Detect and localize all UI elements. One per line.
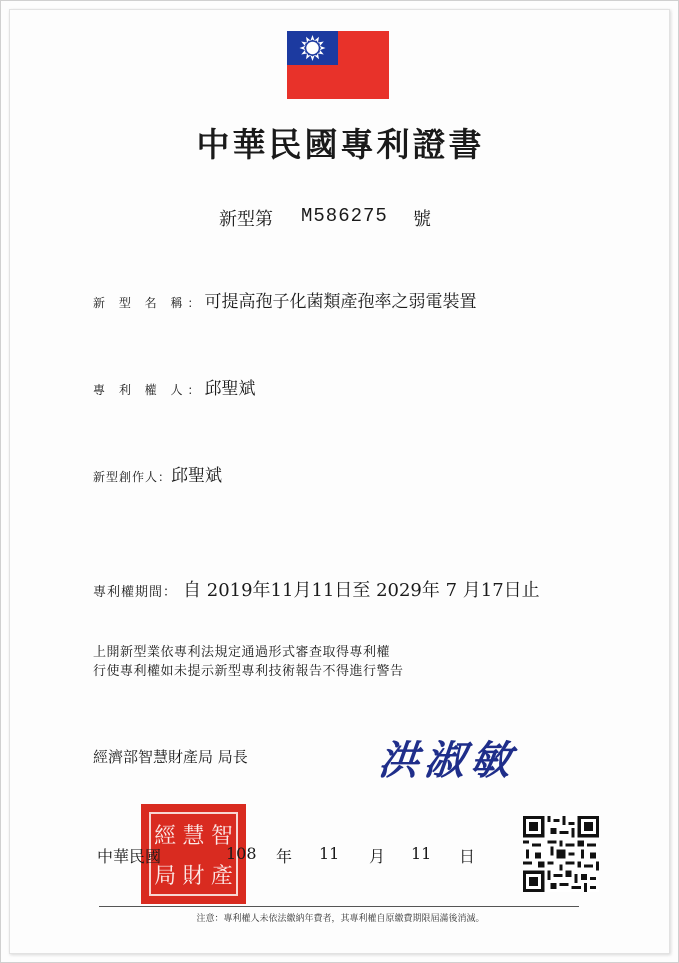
roc-flag-icon [287, 31, 389, 99]
qr-code-icon [523, 816, 599, 892]
field-patentee [93, 374, 255, 399]
field-patent-name [93, 287, 476, 312]
date-year: 108 [226, 844, 257, 863]
date-era: 中華民國 [97, 847, 162, 866]
date-day: 11 [411, 844, 432, 863]
notice-line-1: 上開新型業依專利法規定通過形式審查取得專利權 [93, 645, 391, 660]
term-value: 自 2019年11月11日至 2029年 7 月17日止 [183, 580, 540, 601]
field-value: 可提高孢子化菌類產孢率之弱電裝置 [204, 292, 477, 312]
director-title: 經濟部智慧財產局 局長 [93, 748, 248, 766]
date-day-unit: 日 [459, 847, 476, 866]
field-value: 邱聖斌 [204, 379, 256, 399]
seal-char: 局 [154, 863, 177, 889]
certificate-title: 中華民國專利證書 [196, 125, 485, 164]
date-month-unit: 月 [369, 847, 386, 866]
patent-number-prefix: 新型第 [219, 209, 273, 230]
seal-char: 智 [210, 823, 233, 849]
term-label: 專利權期間： [93, 585, 178, 600]
patent-number: M586275 [301, 205, 388, 227]
seal-char: 財 [182, 863, 205, 889]
footer-notice: 注意：專利權人未依法繳納年費者，其專利權自原繳費期限屆滿後消滅。 [196, 914, 485, 924]
field-value: 邱聖斌 [171, 466, 223, 486]
date-month: 11 [319, 844, 340, 863]
seal-char: 經 [154, 823, 177, 849]
patent-number-suffix: 號 [413, 209, 431, 230]
director-signature: 洪淑敏 [376, 738, 520, 784]
field-label: 新 型 名 稱： [93, 296, 205, 310]
seal-char: 產 [210, 863, 233, 889]
notice-line-2: 行使專利權如未提示新型專利技術報告不得進行警告 [93, 664, 404, 679]
patent-term [93, 576, 540, 602]
field-inventor [93, 461, 222, 486]
field-label: 新型創作人： [93, 470, 172, 484]
date-year-unit: 年 [276, 847, 293, 866]
seal-inner [149, 812, 238, 896]
field-label: 專 利 權 人： [93, 383, 205, 397]
seal-char: 慧 [182, 823, 205, 849]
footer-divider [99, 906, 579, 907]
